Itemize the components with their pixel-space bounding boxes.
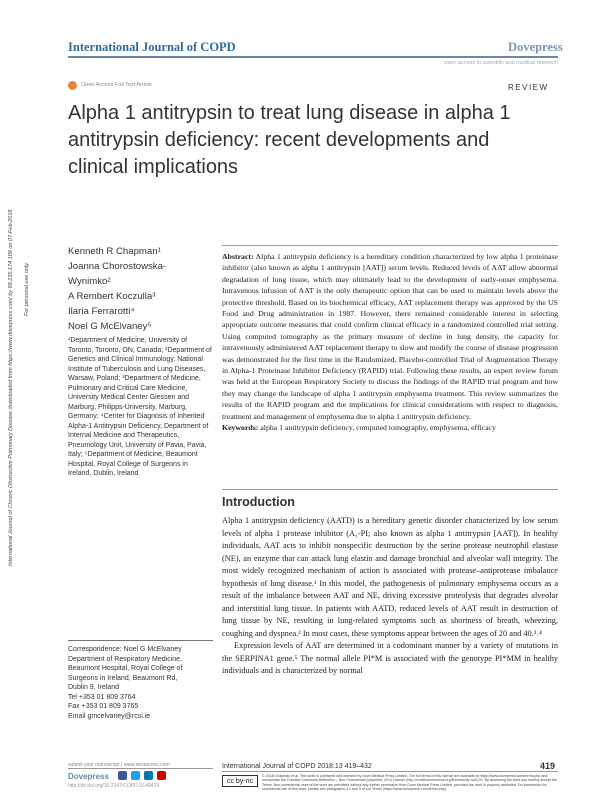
personal-use-watermark — [24, 240, 34, 460]
keywords-text: alpha 1 antitrypsin deficiency, computed tomography, emphysema, efficacy — [260, 423, 497, 433]
abstract — [222, 251, 558, 434]
author: Kenneth R Chapman¹ — [68, 246, 161, 257]
twitter-icon[interactable] — [131, 771, 140, 780]
personal-use-note: For personal use only. — [24, 261, 30, 316]
correspondence-rule — [68, 640, 213, 641]
publisher-name: Dovepress — [508, 40, 563, 54]
doi-link[interactable]: http://dx.doi.org/10.2147/COPD.S149429 — [68, 783, 160, 789]
correspondence-email[interactable]: Email gmcelvaney@rcsi.ie — [68, 712, 151, 720]
article-title: Alpha 1 antitrypsin to treat lung disease in alpha 1 antitrypsin deficiency: recent developments and clinical implications — [68, 102, 511, 178]
facebook-icon[interactable] — [118, 771, 127, 780]
affiliations: ¹Department of Medicine, University of Toronto, Toronto, ON, Canada; ²Department of Genetics and Clinical Immunology, National Institute of Tuberculosis and Lung Diseases, Warsaw, Poland; ³Department of Medicine, Pulmonary and Critical Care Medicine, University Medical Center Giessen and Marburg, Philipps-University, Marburg, Germany; ⁴Center for Diagnosis of Inherited Alpha-1 Antitrypsin Deficiency, Department of Internal Medicine and Therapeutics, Pneumology Unit, University of Pavia, Pavia, Italy; ⁵Department of Medicine, Beaumont Hospital, Royal College of Surgeons in Ireland, Dublin, Ireland — [68, 337, 212, 477]
header-rule — [68, 56, 558, 58]
download-note: International Journal of Chronic Obstructive Pulmonary Disease downloaded from https://www.dovepress.com/ by 89.235.174.188 on 07-Feb-2018 — [8, 209, 14, 566]
author: A Rembert Koczulla³ — [68, 291, 156, 302]
keywords-label: Keywords: — [222, 423, 259, 433]
open-access-icon — [68, 81, 77, 90]
correspondence-block — [68, 645, 213, 721]
article-type: REVIEW — [508, 83, 549, 92]
page-number: 419 — [540, 761, 556, 771]
paragraph: Alpha 1 antitrypsin deficiency (AATD) is a hereditary genetic disorder characterized by low serum levels of alpha 1 protease inhibitor (A₁-PI; also known as alpha 1 antitrypsin [AAT]). In healthy individuals, AAT acts to inhibit nonspecific destruction by the serine protease neutrophil elastase (NE), an enzyme that can attack lung elastin and damage bronchial and alveolar wall integrity. The most widely recognized mechanism of action is associated with protease–antiprotease imbalance hypothesis of lung disease.¹ In this model, the pathogenesis of pulmonary emphysema occurs as a result of the imbalance between AAT and NE, driving excessive proteolysis that degrades alveolar and interstitial lung tissue. In patients with AATD, reduced levels of AAT result in destruction of lung tissue by NE, resulting in lung-related symptoms such as shortness of breath, wheezing, coughing and dyspnea.² In most cases, these symptoms appear between the ages of 20 and 40.³˒⁴ — [222, 516, 558, 638]
citation-line: International Journal of COPD 2018:13 419–432 — [222, 763, 372, 770]
author: Noel G McElvaney⁵ — [68, 321, 152, 332]
footer-rule-right — [222, 771, 558, 772]
correspondence-line: Beaumont Hospital, Royal College of — [68, 665, 183, 672]
introduction-heading: Introduction — [222, 495, 295, 509]
correspondence-line: Fax +353 01 809 3765 — [68, 703, 139, 710]
introduction-rule — [222, 489, 558, 490]
creative-commons-icon: cc by-nc — [222, 775, 258, 787]
youtube-icon[interactable] — [157, 771, 166, 780]
author: Ilaria Ferrarotti⁴ — [68, 306, 135, 317]
correspondence-line: Correspondence: Noel G McElvaney — [68, 646, 182, 653]
author: Joanna Chorostowska- — [68, 261, 167, 272]
open-access-label: Open Access Full Text Article — [81, 82, 152, 88]
correspondence-line: Dublin 9, Ireland — [68, 684, 119, 691]
submit-link[interactable]: submit your manuscript | www.dovepress.com — [68, 762, 170, 768]
correspondence-line: Tel +353 01 809 3764 — [68, 693, 136, 701]
abstract-text: Alpha 1 antitrypsin deficiency is a hereditary condition characterized by low alpha 1 proteinase inhibitor (also known as alpha 1 antitrypsin [AAT]) serum levels. Reduced levels of AAT allow abnormal degradation of lung tissue, which may ultimately lead to the development of early-onset emphysema. Intravenous infusion of AAT is the only therapeutic option that can be used to maintain levels above the protective threshold. Based on its biochemical efficacy, AAT replacement therapy was approved by the US Food and Drug administration in 1987. However, there remained considerable interest in selecting appropriate outcome measures that could confirm clinical efficacy in a randomized controlled trial setting. Using computed tomography as the primary measure of decline in lung density, the capacity for intravenously administered AAT replacement therapy to slow and modify the course of disease progression was demonstrated for the first time in the Randomized, Placebo-controlled Trial of Augmentation Therapy in Alpha-1 Proteinase Inhibitor Deficiency (RAPID) trial. Following these results, an expert review forum was held at the European Respiratory Society to discuss the findings of the RAPID trial program and how they may change the landscape of alpha 1 antitrypsin emphysema treatment. This review summarizes the results of the RAPID program and the implications for clinical considerations with respect to diagnosis, treatment and management of emphysema due to alpha 1 antitrypsin deficiency. — [222, 252, 558, 421]
license-text: © 2018 Chapman et al. This work is published and licensed by Dove Medical Press Limited. The full terms of this license are available at https://www.dovepress.com/terms.php and incorporate the Creative Commons Attribution – Non Commercial (unported, v3.0) License (http://creativecommons.org/licenses/by-nc/3.0/). By accessing the work you hereby accept the Terms. Non-commercial uses of the work are permitted without any further permission from Dove Medical Press Limited, provided the work is properly attributed. For permission for commercial use of this work, please see paragraphs 4.2 and 5 of our Terms (https://www.dovepress.com/terms.php). — [262, 774, 557, 792]
paragraph: Expression levels of AAT are determined in a codominant manner by a variety of mutations in the SERPINA1 gene.⁵ The normal allele PI*M is associated with the genotype PI*MM in healthy individuals and is characterized by normal — [222, 641, 558, 675]
footer-publisher: Dovepress — [68, 772, 109, 781]
publisher-tagline: open access to scientific and medical research — [444, 60, 558, 66]
correspondence-line: Department of Respiratory Medicine, — [68, 655, 182, 663]
author: Wynimko² — [68, 276, 111, 287]
author-list — [68, 244, 166, 334]
download-watermark — [8, 100, 18, 580]
linkedin-icon[interactable] — [144, 771, 153, 780]
introduction-body — [222, 515, 558, 678]
footer-rule-left — [68, 768, 213, 769]
journal-name: International Journal of COPD — [68, 40, 236, 54]
correspondence-line: Surgeons in Ireland, Beaumont Rd, — [68, 674, 178, 682]
abstract-label: Abstract: — [222, 252, 254, 261]
abstract-rule — [222, 245, 558, 246]
